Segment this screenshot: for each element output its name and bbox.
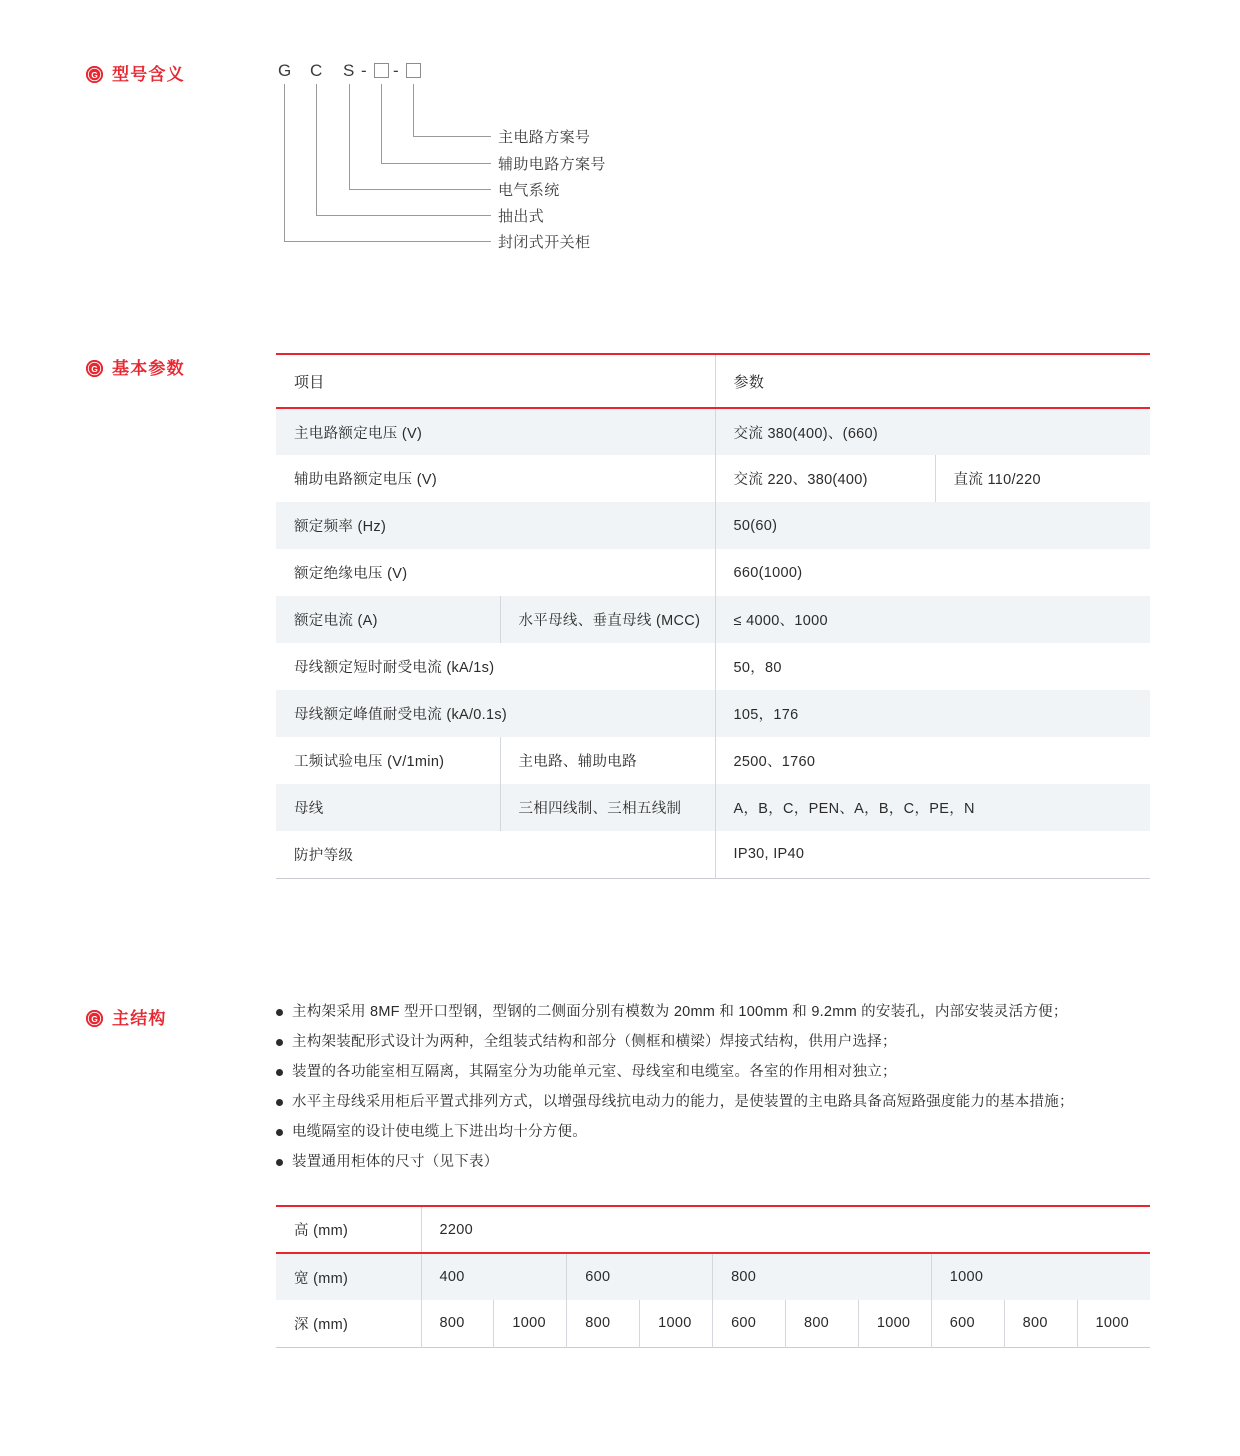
table-row — [276, 690, 1150, 737]
table-row — [276, 455, 1150, 502]
depth-cell: 1000 — [494, 1300, 567, 1347]
g-badge-icon — [86, 1010, 103, 1027]
table-row — [276, 784, 1150, 831]
list-item — [276, 1035, 1156, 1050]
model-char-c: C — [310, 61, 323, 80]
header-item: 项目 — [294, 373, 325, 391]
table-row — [276, 502, 1150, 549]
leader-line-v-1 — [284, 84, 285, 241]
row-subitem: 主电路、辅助电路 — [500, 737, 715, 784]
table-row — [276, 408, 1150, 455]
parameters-table — [276, 353, 1150, 879]
bullet-dot-icon — [276, 1129, 283, 1136]
depth-cell: 600 — [713, 1300, 786, 1347]
row-subitem: 水平母线、垂直母线 (MCC) — [500, 596, 715, 643]
row-value: 50，80 — [715, 643, 1150, 690]
list-item-text: 装置的各功能室相互隔离，其隔室分为功能单元室、母线室和电缆室。各室的作用相对独立； — [292, 1064, 897, 1080]
depth-cell: 800 — [421, 1300, 494, 1347]
svg-text:G: G — [91, 1014, 98, 1024]
section-heading-structure — [86, 1010, 167, 1027]
depth-cell: 1000 — [1077, 1300, 1150, 1347]
dimension-depth-row — [276, 1300, 1150, 1347]
leader-line-h-3 — [349, 189, 491, 190]
leader-label-withdrawable: 抽出式 — [498, 208, 545, 225]
model-code-diagram — [270, 58, 910, 263]
structure-bullet-list — [276, 1005, 1156, 1185]
row-item: 辅助电路额定电压 (V) — [294, 472, 437, 488]
leader-line-h-4 — [381, 163, 491, 164]
dimension-table — [276, 1205, 1150, 1348]
leader-line-v-2 — [316, 84, 317, 215]
leader-line-v-5 — [413, 84, 414, 136]
width-cell: 800 — [713, 1253, 932, 1300]
depth-cell: 1000 — [858, 1300, 931, 1347]
model-box-2 — [406, 63, 421, 78]
list-item — [276, 1095, 1156, 1110]
list-item-text: 装置通用柜体的尺寸（见下表） — [292, 1154, 499, 1170]
model-char-s: S — [343, 61, 355, 80]
row-value: IP30, IP40 — [715, 831, 1150, 878]
depth-cell: 800 — [785, 1300, 858, 1347]
bullet-dot-icon — [276, 1069, 283, 1076]
row-subitem: 三相四线制、三相五线制 — [500, 784, 715, 831]
height-label: 高 (mm) — [294, 1223, 349, 1239]
bullet-dot-icon — [276, 1159, 283, 1166]
row-value: 50(60) — [715, 502, 1150, 549]
leader-line-v-3 — [349, 84, 350, 189]
leader-line-h-1 — [284, 241, 491, 242]
list-item — [276, 1155, 1156, 1170]
row-value: 交流 220、380(400) — [715, 455, 935, 502]
depth-cell: 600 — [931, 1300, 1004, 1347]
row-value: 660(1000) — [715, 549, 1150, 596]
width-cell: 600 — [567, 1253, 713, 1300]
height-value: 2200 — [421, 1206, 1150, 1253]
model-char-g: G — [278, 61, 292, 80]
model-dash-2: - — [393, 61, 399, 80]
section-title-params: 基本参数 — [112, 359, 185, 378]
bullet-dot-icon — [276, 1099, 283, 1106]
list-item-text: 主构架装配形式设计为两种，全组装式结构和部分（侧框和横梁）焊接式结构，供用户选择； — [292, 1034, 897, 1050]
row-item: 工频试验电压 (V/1min) — [294, 754, 445, 770]
leader-label-main-circuit: 主电路方案号 — [498, 129, 591, 146]
section-heading-model — [86, 66, 185, 83]
depth-cell: 1000 — [640, 1300, 713, 1347]
list-item — [276, 1005, 1156, 1020]
table-row — [276, 549, 1150, 596]
header-parameter: 参数 — [715, 354, 1150, 408]
g-badge-icon — [86, 360, 103, 377]
depth-cell: 800 — [567, 1300, 640, 1347]
model-dash-1: - — [361, 61, 367, 80]
row-item: 主电路额定电压 (V) — [294, 425, 423, 442]
width-cell: 1000 — [931, 1253, 1150, 1300]
table-row — [276, 596, 1150, 643]
row-item: 母线额定峰值耐受电流 (kA/0.1s) — [294, 707, 508, 723]
leader-line-h-5 — [413, 136, 491, 137]
row-value: ≤ 4000、1000 — [715, 596, 1150, 643]
row-value-alt: 直流 110/220 — [935, 455, 1150, 502]
table-row — [276, 643, 1150, 690]
row-value: 2500、1760 — [715, 737, 1150, 784]
leader-line-v-4 — [381, 84, 382, 163]
section-title-model: 型号含义 — [112, 65, 185, 84]
g-badge-icon — [86, 66, 103, 83]
table-header-row — [276, 354, 1150, 408]
bullet-dot-icon — [276, 1009, 283, 1016]
dimension-width-row — [276, 1253, 1150, 1300]
row-item: 母线额定短时耐受电流 (kA/1s) — [294, 660, 495, 676]
row-value: 105，176 — [715, 690, 1150, 737]
width-label: 宽 (mm) — [294, 1270, 349, 1287]
leader-label-aux-circuit: 辅助电路方案号 — [498, 156, 606, 173]
row-value: A，B，C，PEN、A，B，C，PE，N — [715, 784, 1150, 831]
row-item: 防护等级 — [294, 847, 354, 864]
table-row — [276, 737, 1150, 784]
table-row — [276, 831, 1150, 878]
list-item — [276, 1125, 1156, 1140]
row-item: 额定绝缘电压 (V) — [294, 566, 408, 582]
row-item: 额定频率 (Hz) — [294, 519, 387, 535]
row-value: 交流 380(400)、(660) — [715, 408, 1150, 455]
section-heading-params — [86, 360, 185, 377]
leader-label-enclosed-cabinet: 封闭式开关柜 — [498, 234, 591, 251]
list-item-text: 水平主母线采用柜后平置式排列方式，以增强母线抗电动力的能力，是使装置的主电路具备高短路强度能力的基本措施； — [292, 1094, 1074, 1110]
list-item — [276, 1065, 1156, 1080]
depth-label: 深 (mm) — [294, 1316, 349, 1333]
leader-label-electrical-system: 电气系统 — [498, 182, 560, 199]
model-box-1 — [374, 63, 389, 78]
svg-text:G: G — [91, 70, 98, 80]
leader-line-h-2 — [316, 215, 491, 216]
width-cell: 400 — [421, 1253, 567, 1300]
row-item: 额定电流 (A) — [294, 613, 378, 629]
list-item-text: 电缆隔室的设计使电缆上下进出均十分方便。 — [292, 1124, 587, 1140]
depth-cell: 800 — [1004, 1300, 1077, 1347]
dimension-height-row — [276, 1206, 1150, 1253]
list-item-text: 主构架采用 8MF 型开口型钢，型钢的二侧面分别有模数为 20mm 和 100mm 和 9.2mm 的安装孔，内部安装灵活方便； — [292, 1004, 1068, 1020]
row-item: 母线 — [294, 801, 324, 817]
svg-text:G: G — [91, 364, 98, 374]
section-title-structure: 主结构 — [112, 1009, 167, 1028]
bullet-dot-icon — [276, 1039, 283, 1046]
